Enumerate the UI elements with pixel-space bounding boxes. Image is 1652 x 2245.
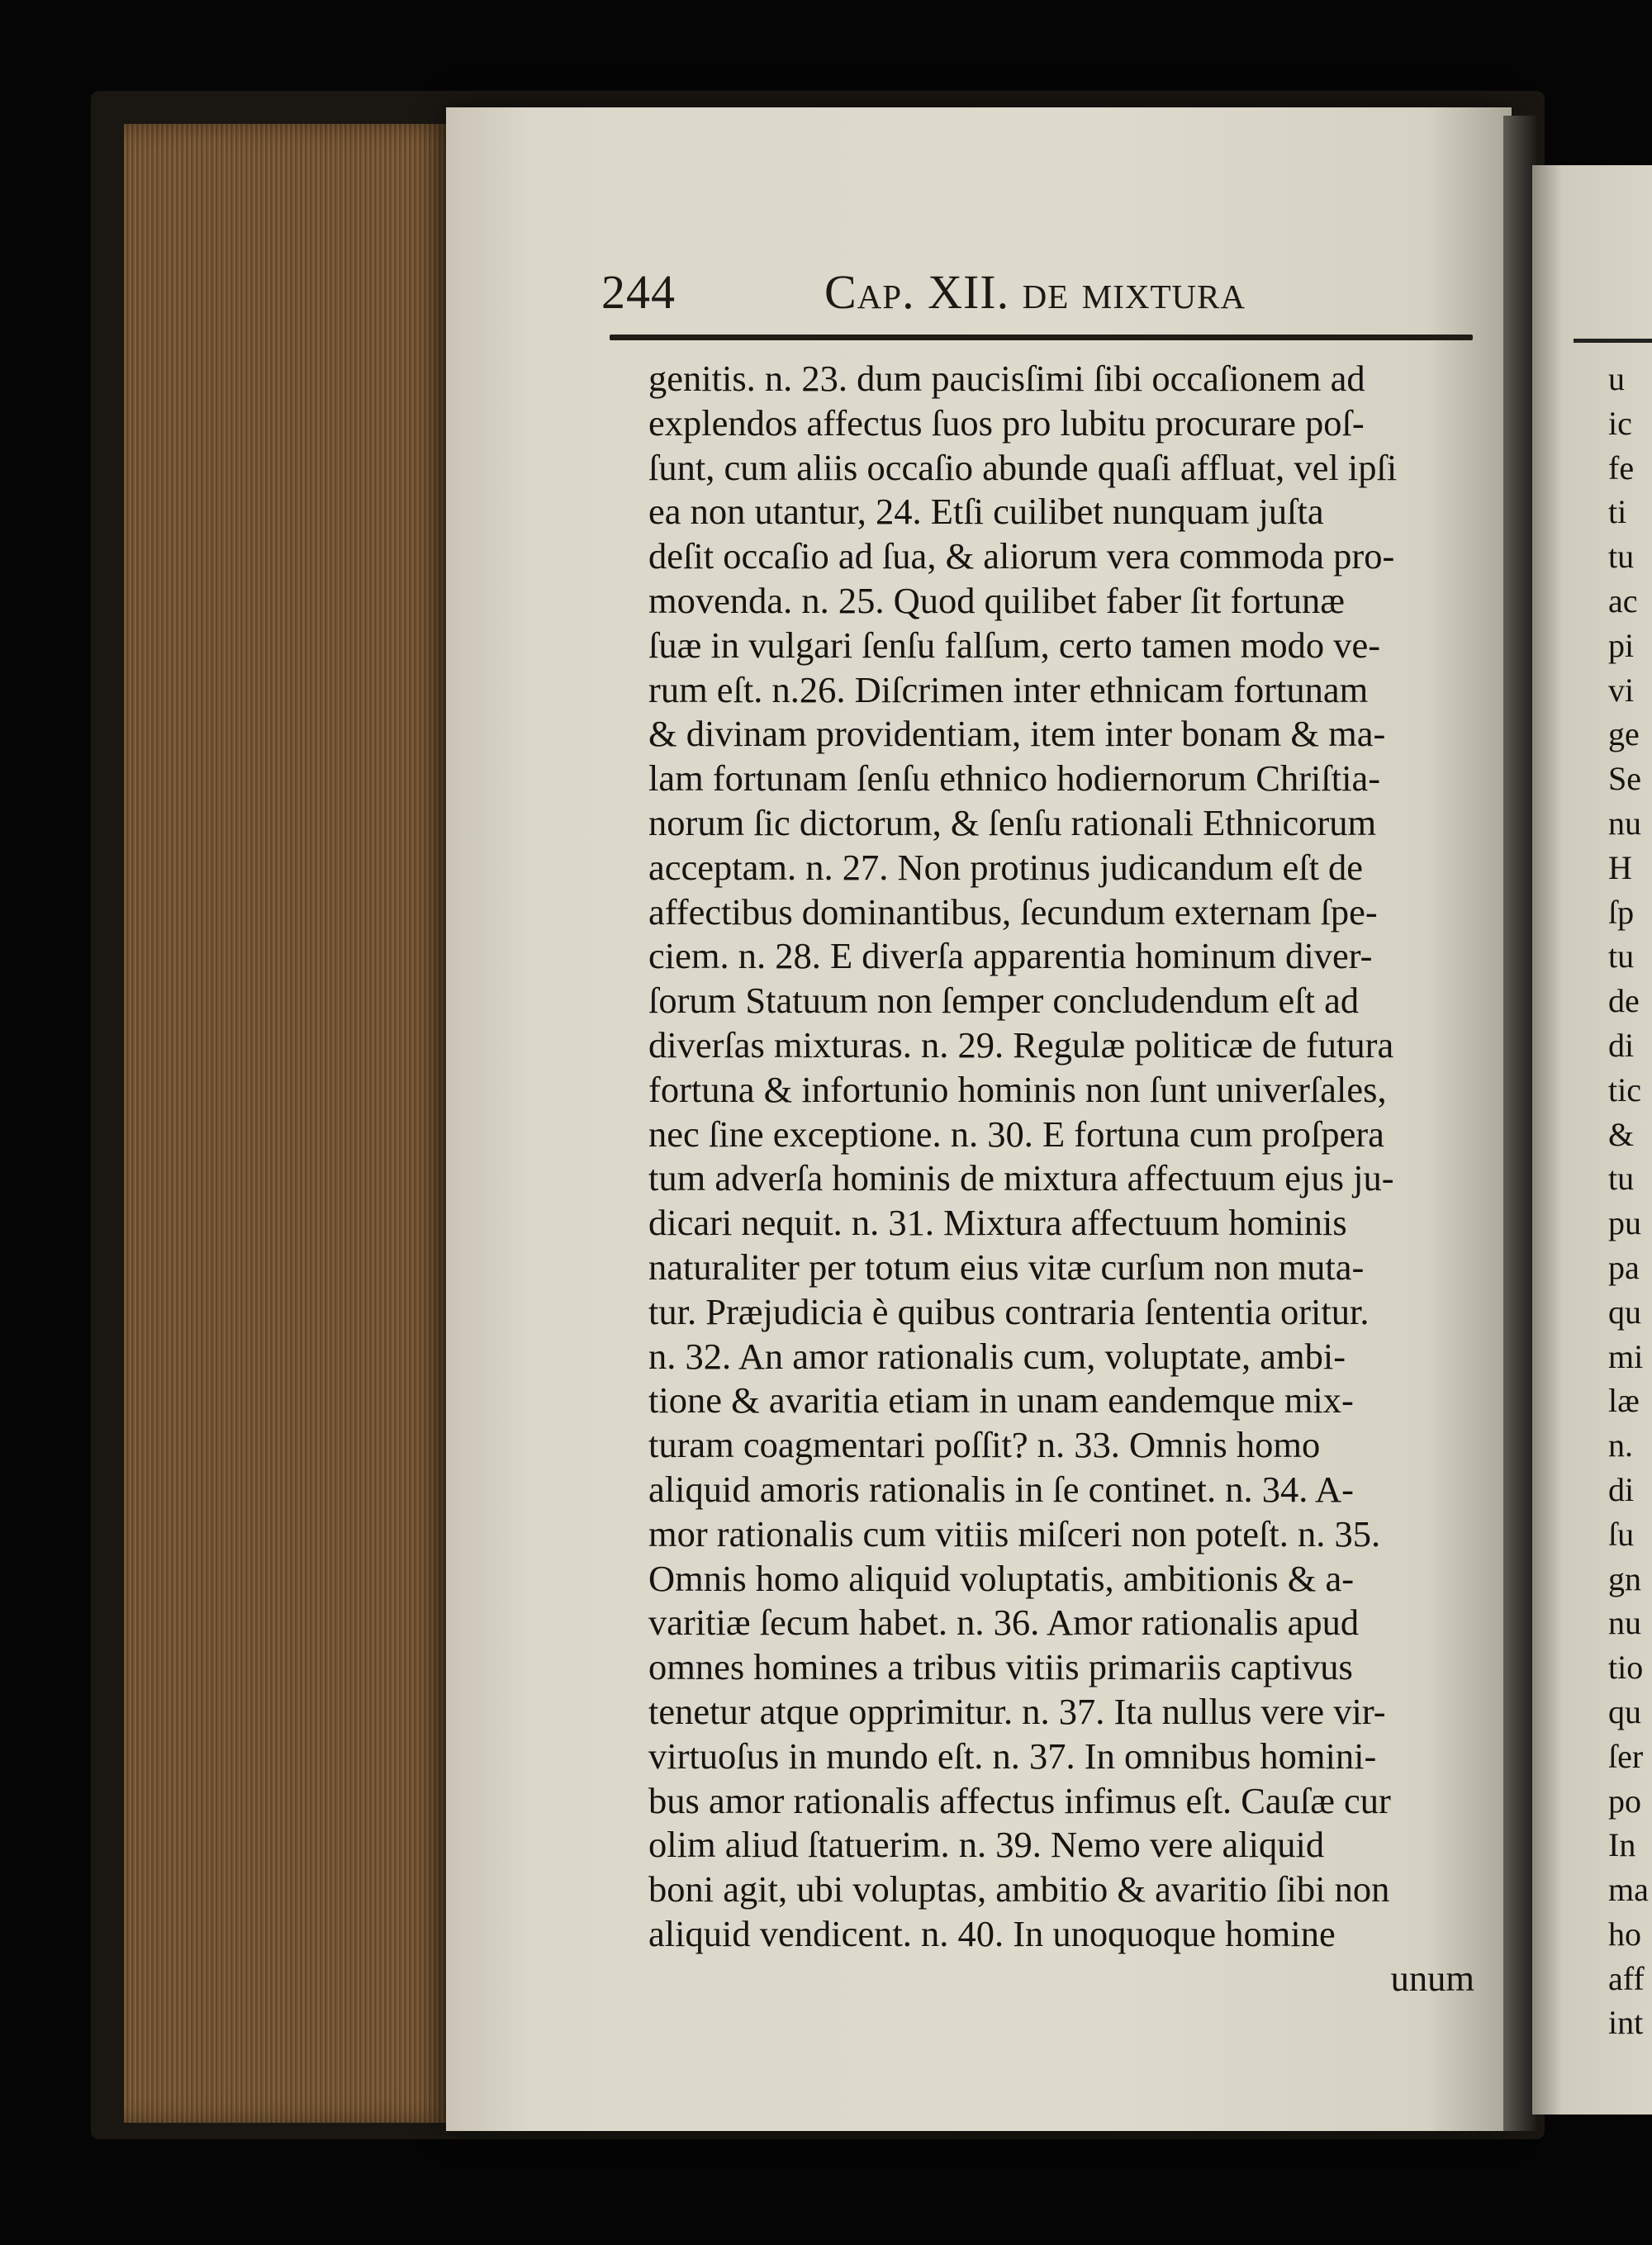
- facing-line-fragment: mi: [1608, 1337, 1644, 1375]
- text-line: ciem. n. 28. E diverſa apparentia hominum diver-: [648, 935, 1373, 977]
- header-rule: [610, 335, 1473, 340]
- running-head: Cap. XII. de mixtura: [824, 265, 1246, 319]
- text-line: genitis. n. 23. dum paucisſimi ſibi occaſionem ad: [648, 358, 1365, 399]
- facing-line-fragment: H: [1608, 848, 1632, 886]
- text-line: bus amor rationalis affectus infimus eſt. Cauſæ cur: [648, 1779, 1391, 1821]
- facing-line-fragment: pa: [1608, 1248, 1640, 1286]
- facing-line-fragment: ſer: [1608, 1737, 1644, 1775]
- text-line: ea non utantur, 24. Etſi cuilibet nunquam juſta: [648, 491, 1324, 533]
- facing-line-fragment: pi: [1608, 626, 1635, 664]
- facing-line-fragment: qu: [1608, 1692, 1641, 1730]
- text-line: tenetur atque opprimitur. n. 37. Ita nullus vere vir-: [648, 1690, 1386, 1732]
- body-text: [648, 357, 1474, 2001]
- text-line: mor rationalis cum vitiis miſceri non poteſt. n. 35.: [648, 1512, 1381, 1554]
- facing-line-fragment: tio: [1608, 1649, 1644, 1687]
- text-line: Omnis homo aliquid voluptatis, ambitionis & a-: [648, 1557, 1355, 1599]
- facing-line-fragment: u: [1608, 360, 1625, 397]
- facing-line-fragment: pu: [1608, 1204, 1641, 1242]
- text-line: tum adverſa hominis de mixtura affectuum ejus ju-: [648, 1157, 1394, 1199]
- text-line: unum: [1390, 1957, 1474, 1999]
- text-line: lam fortunam ſenſu ethnico hodiernorum Chriſtia-: [648, 757, 1381, 800]
- text-line: aliquid vendicent. n. 40. In unoquoque homine: [648, 1912, 1336, 1954]
- facing-line-fragment: fe: [1608, 449, 1635, 486]
- text-line: fortuna & infortunio hominis non ſunt univerſales,: [648, 1068, 1387, 1110]
- text-line: acceptam. n. 27. Non protinus judicandum eſt de: [648, 846, 1364, 888]
- page-number: 244: [601, 265, 676, 319]
- text-line: movenda. n. 25. Quod quilibet faber ſit fortunæ: [648, 579, 1345, 621]
- facing-line-fragment: tu: [1608, 1160, 1635, 1198]
- text-line: affectibus dominantibus, ſecundum externam ſpe-: [648, 890, 1378, 933]
- facing-line-fragment: gn: [1608, 1559, 1641, 1597]
- text-line: rum eſt. n.26. Diſcrimen inter ethnicam fortunam: [648, 668, 1369, 710]
- page-edges: [124, 124, 454, 2123]
- page-header: [601, 264, 1477, 330]
- facing-line-fragment: aff: [1608, 1959, 1645, 1997]
- facing-line-fragment: di: [1608, 1026, 1635, 1064]
- facing-line-fragment: ge: [1608, 715, 1640, 753]
- facing-line-fragment: In: [1608, 1826, 1636, 1864]
- facing-line-fragment: ac: [1608, 581, 1638, 619]
- facing-line-fragment: vi: [1608, 671, 1635, 709]
- text-line: deſit occaſio ad ſua, & aliorum vera commoda pro-: [648, 535, 1395, 577]
- facing-line-fragment: int: [1608, 2004, 1644, 2042]
- book-gutter: [1503, 116, 1536, 2131]
- text-line: nec ſine exceptione. n. 30. E fortuna cum proſpera: [648, 1113, 1384, 1155]
- facing-line-fragment: Se: [1608, 760, 1641, 798]
- text-line: ſunt, cum aliis occaſio abunde quaſi affluat, vel ipſi: [648, 446, 1398, 488]
- text-line: norum ſic dictorum, & ſenſu rationali Ethnicorum: [648, 801, 1377, 843]
- text-line: turam coagmentari poſſit? n. 33. Omnis homo: [648, 1424, 1321, 1466]
- text-line: boni agit, ubi voluptas, ambitio & avaritio ſibi non: [648, 1868, 1390, 1910]
- facing-header-rule: [1574, 339, 1652, 343]
- facing-line-fragment: n.: [1608, 1426, 1633, 1464]
- text-line: virtuoſus in mundo eſt. n. 37. In omnibus homini-: [648, 1735, 1377, 1777]
- facing-line-fragment: ic: [1608, 404, 1632, 442]
- text-line: olim aliud ſtatuerim. n. 39. Nemo vere aliquid: [648, 1824, 1325, 1866]
- text-line: tione & avaritia etiam in unam eandemque mix-: [648, 1379, 1354, 1422]
- text-line: varitiæ ſecum habet. n. 36. Amor rationalis apud: [648, 1602, 1360, 1644]
- facing-line-fragment: ſp: [1608, 893, 1635, 931]
- text-line: & divinam providentiam, item inter bonam & ma-: [648, 713, 1386, 755]
- facing-line-fragment: de: [1608, 982, 1640, 1020]
- text-line: n. 32. An amor rationalis cum, voluptate, ambi-: [648, 1335, 1346, 1377]
- facing-line-fragment: nu: [1608, 804, 1641, 842]
- facing-line-fragment: po: [1608, 1782, 1641, 1820]
- facing-line-fragment: ti: [1608, 493, 1627, 531]
- text-line: ſuæ in vulgari ſenſu falſum, certo tamen modo ve-: [648, 624, 1381, 666]
- text-line: omnes homines a tribus vitiis primariis captivus: [648, 1646, 1353, 1688]
- facing-line-fragment: tu: [1608, 538, 1635, 576]
- facing-line-fragment: ho: [1608, 1915, 1641, 1953]
- text-line: naturaliter per totum eius vitæ curſum non muta-: [648, 1246, 1365, 1288]
- facing-line-fragment: ma: [1608, 1871, 1649, 1909]
- facing-line-fragment: ſu: [1608, 1515, 1635, 1553]
- text-line: explendos affectus ſuos pro lubitu procurare poſ-: [648, 401, 1365, 444]
- facing-line-fragment: tic: [1608, 1070, 1641, 1108]
- facing-line-fragment: qu: [1608, 1293, 1641, 1331]
- text-line: aliquid amoris rationalis in ſe continet. n. 34. A-: [648, 1468, 1354, 1510]
- text-line: diverſas mixturas. n. 29. Regulæ politicæ de futura: [648, 1023, 1394, 1066]
- text-line: ſorum Statuum non ſemper concludendum eſt ad: [648, 980, 1360, 1022]
- facing-line-fragment: læ: [1608, 1382, 1640, 1420]
- text-line: tur. Præjudicia è quibus contraria ſententia oritur.: [648, 1290, 1370, 1332]
- facing-line-fragment: di: [1608, 1470, 1635, 1508]
- text-line: dicari nequit. n. 31. Mixtura affectuum hominis: [648, 1202, 1347, 1244]
- facing-page-text: [1608, 357, 1652, 2045]
- facing-line-fragment: &: [1608, 1115, 1635, 1153]
- facing-line-fragment: tu: [1608, 937, 1635, 975]
- facing-line-fragment: nu: [1608, 1604, 1641, 1642]
